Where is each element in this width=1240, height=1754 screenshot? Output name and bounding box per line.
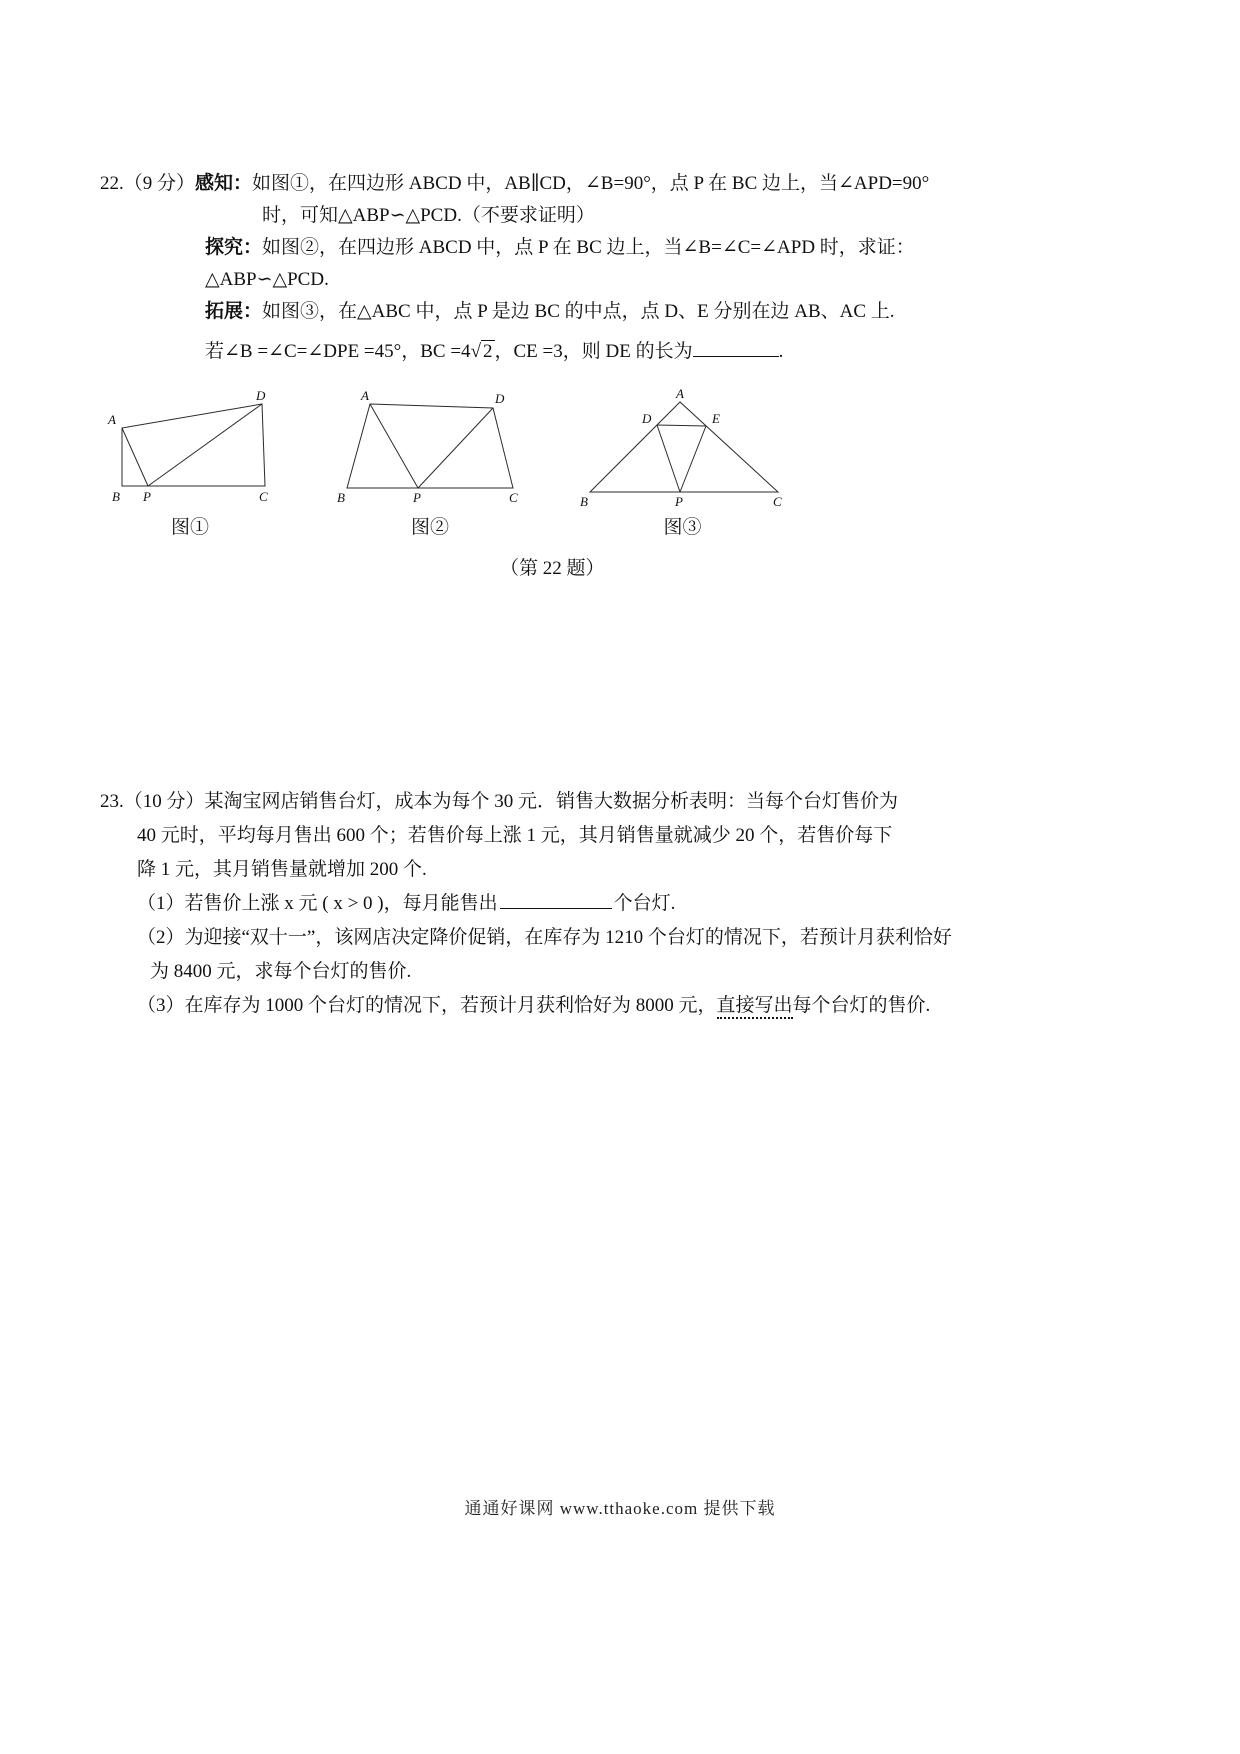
fig2-label-A: A <box>361 388 369 403</box>
q22-tanjiu-label: 探究： <box>205 237 263 258</box>
sqrt-radicand: 2 <box>483 341 493 362</box>
q23-part2-text1: （2）为迎接“双十一”，该网店决定降价促销，在库存为 1210 个台灯的情况下，若预计月获利恰好 <box>137 927 952 948</box>
fig1-label-C: C <box>259 489 268 504</box>
fig1-label-B: B <box>112 489 120 504</box>
q22-ganzhi-line2 <box>262 200 1150 232</box>
fig3-label-A: A <box>676 388 684 401</box>
q23-part3-emphasized: 直接写出 <box>717 995 793 1019</box>
q22-tanjiu-line2 <box>205 264 1150 296</box>
q22-number: 22.（9 分） <box>100 173 196 194</box>
fig2-label-B: B <box>337 490 345 505</box>
q22-tanjiu-line1 <box>205 232 1150 264</box>
q23-part3-line <box>137 989 1150 1023</box>
question-22 <box>100 168 1150 580</box>
q22-tuozhan-text1: 如图③，在△ABC 中，点 P 是边 BC 的中点，点 D、E 分别在边 AB、AC 上. <box>262 301 895 322</box>
figure-1-caption: 图① <box>170 517 209 538</box>
q23-part3-pre: （3）在库存为 1000 个台灯的情况下，若预计月获利恰好为 8000 元， <box>137 995 717 1016</box>
q23-line2 <box>137 819 1150 853</box>
figure-3-diagram <box>580 388 785 508</box>
fig3-label-D: D <box>642 411 652 426</box>
q22-ganzhi-label: 感知： <box>195 173 253 194</box>
q23-part1-line <box>137 887 1150 921</box>
fig3-label-P: P <box>675 494 683 508</box>
answer-blank-de <box>693 337 779 357</box>
q22-figure-note: （第 22 题） <box>500 558 605 579</box>
fig2-label-P: P <box>413 490 421 505</box>
q23-line1 <box>100 785 1150 819</box>
figure-2 <box>335 388 525 539</box>
question-23 <box>100 785 1150 1023</box>
q23-part3-post: 每个台灯的售价. <box>792 995 931 1016</box>
figure-2-caption: 图② <box>410 517 449 538</box>
figure-1-edges <box>122 404 265 486</box>
figure-3 <box>580 388 785 539</box>
q23-part2-text2: 为 8400 元，求每个台灯的售价. <box>150 961 412 982</box>
figure-3-caption: 图③ <box>663 517 702 538</box>
fig1-label-A: A <box>108 412 116 427</box>
figure-3-edges <box>590 402 778 492</box>
q22-tuozhan-label: 拓展： <box>205 301 263 322</box>
figure-1 <box>100 388 280 539</box>
sqrt-sign: √ <box>470 341 481 362</box>
fig3-label-E: E <box>712 411 720 426</box>
q23-text1: 23.（10 分）某淘宝网店销售台灯，成本为每个 30 元．销售大数据分析表明：当每个台灯售价为 <box>100 791 899 812</box>
figure-2-edges <box>347 404 513 488</box>
q22-tuozhan-line1 <box>205 296 1150 328</box>
q22-tanjiu-text1: 如图②，在四边形 ABCD 中，点 P 在 BC 边上，当∠B=∠C=∠APD 时，求证： <box>262 237 915 258</box>
q22-figures <box>100 388 1150 539</box>
figure-1-diagram <box>100 388 280 508</box>
q22-ganzhi-line1 <box>100 168 1150 200</box>
fig1-label-P: P <box>143 489 151 504</box>
q22-ext-post: ，CE =3，则 DE 的长为 <box>494 341 693 362</box>
page-footer: 通通好课网 www.tthaoke.com 提供下载 <box>464 1499 776 1518</box>
q22-ext-pre: 若∠B =∠C=∠DPE =45°，BC =4 <box>205 341 471 362</box>
fig3-label-B: B <box>580 494 588 508</box>
q23-part2-line1 <box>137 921 1150 955</box>
q23-part2-line2 <box>150 955 1150 989</box>
fig2-label-C: C <box>509 490 518 505</box>
fig1-label-D: D <box>256 388 266 403</box>
q23-line3 <box>137 853 1150 887</box>
q23-part1-pre: （1）若售价上涨 x 元 ( x > 0 )，每月能售出 <box>137 893 498 914</box>
q22-ganzhi-text1: 如图①，在四边形 ABCD 中，AB∥CD，∠B=90°，点 P 在 BC 边上，当∠APD=90° <box>252 173 930 194</box>
answer-blank-lamp <box>500 889 612 909</box>
fig3-label-C: C <box>773 494 782 508</box>
q23-part1-post: 个台灯. <box>613 893 676 914</box>
q22-ganzhi-text2: 时，可知△ABP∽△PCD.（不要求证明） <box>262 205 595 226</box>
figure-2-diagram <box>335 388 525 508</box>
q23-text2: 40 元时，平均每月售出 600 个；若售价每上涨 1 元，其月销售量就减少 20 个，若售价每下 <box>137 825 893 846</box>
fig2-label-D: D <box>495 391 505 406</box>
q22-ext-period: . <box>778 341 784 362</box>
q23-text3: 降 1 元，其月销售量就增加 200 个. <box>137 859 427 880</box>
q22-extension-line <box>205 336 1150 368</box>
q22-tanjiu-text2: △ABP∽△PCD. <box>205 269 329 290</box>
